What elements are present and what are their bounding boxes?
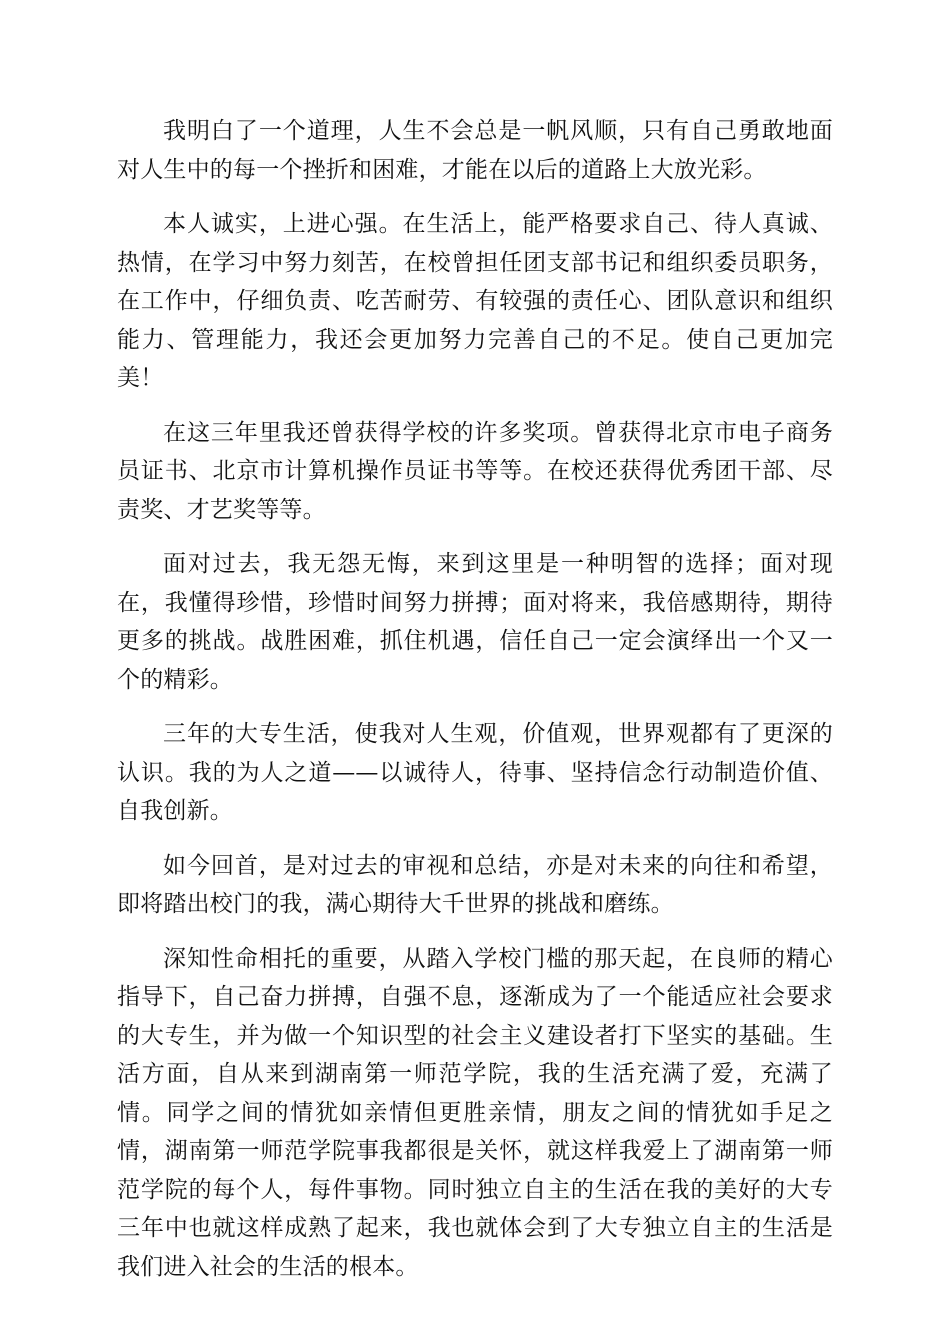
paragraph-2: 本人诚实，上进心强。在生活上，能严格要求自己、待人真诚、热情，在学习中努力刻苦，在校曾担任团支部书记和组织委员职务，在工作中，仔细负责、吃苦耐劳、有较强的责任心、团队意识和组织能力、管理能力，我还会更加努力完善自己的不足。使自己更加完美！	[117, 211, 833, 391]
paragraph-3: 在这三年里我还曾获得学校的许多奖项。曾获得北京市电子商务员证书、北京市计算机操作员证书等等。在校还获得优秀团干部、尽责奖、才艺奖等等。	[117, 419, 833, 523]
paragraph-7: 深知性命相托的重要，从踏入学校门槛的那天起，在良师的精心指导下，自己奋力拼搏，自强不息，逐渐成为了一个能适应社会要求的大专生，并为做一个知识型的社会主义建设者打下坚实的基础。生活方面，自从来到湖南第一师范学院，我的生活充满了爱，充满了情。同学之间的情犹如亲情但更胜亲情，朋友之间的情犹如手足之情，湖南第一师范学院事我都很是关怀，就这样我爱上了湖南第一师范学院的每个人，每件事物。同时独立自主的生活在我的美好的大专三年中也就这样成熟了起来，我也就体会到了大专独立自主的生活是我们进入社会的生活的根本。	[117, 945, 833, 1280]
paragraph-5: 三年的大专生活，使我对人生观，价值观，世界观都有了更深的认识。我的为人之道——以诚待人，待事、坚持信念行动制造价值、自我创新。	[117, 721, 833, 824]
paragraph-1: 我明白了一个道理，人生不会总是一帆风顺，只有自己勇敢地面对人生中的每一个挫折和困难，才能在以后的道路上大放光彩。	[117, 118, 833, 183]
paragraph-6: 如今回首，是对过去的审视和总结，亦是对未来的向往和希望，即将踏出校门的我，满心期待大千世界的挑战和磨练。	[117, 852, 833, 917]
document-body	[117, 112, 833, 1302]
paragraph-4: 面对过去，我无怨无悔，来到这里是一种明智的选择；面对现在，我懂得珍惜，珍惜时间努力拼搏；面对将来，我倍感期待，期待更多的挑战。战胜困难，抓住机遇，信任自己一定会演绎出一个又一个的精彩。	[117, 551, 833, 693]
